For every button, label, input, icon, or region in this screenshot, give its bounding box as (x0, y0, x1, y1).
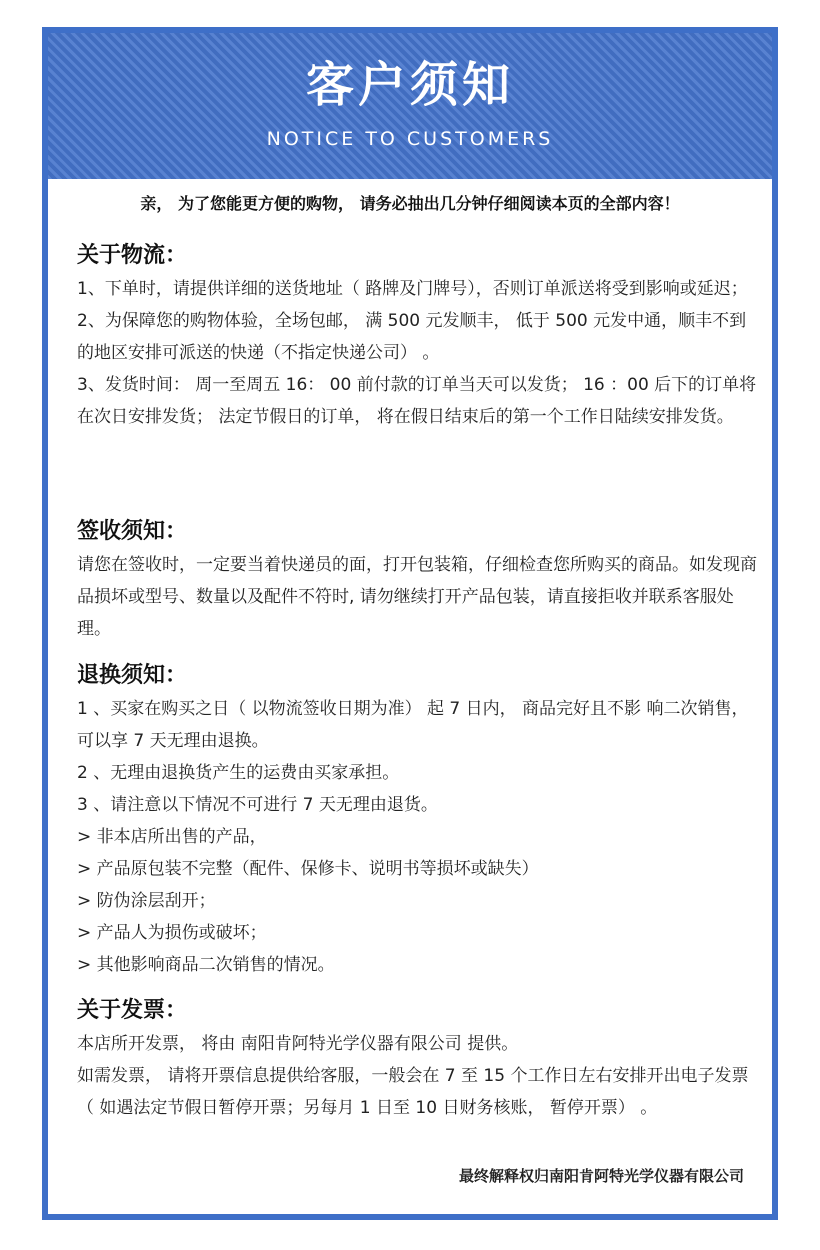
header-banner (48, 33, 772, 179)
list-item: > 其他影响商品二次销售的情况。 (77, 955, 335, 975)
list-item: > 产品人为损伤或破坏； (77, 923, 267, 943)
page-subtitle: NOTICE TO CUSTOMERS (266, 128, 554, 150)
intro-text: 亲， 为了您能更方便的购物， 请务必抽出几分钟仔细阅读本页的全部内容！ (140, 194, 680, 213)
paragraph: 3 、请注意以下情况不可进行 7 天无理由退货。 (77, 795, 438, 815)
section-returns (77, 661, 757, 981)
section-receipt (77, 517, 757, 645)
list-item: > 防伪涂层刮开； (77, 891, 216, 911)
paragraph: 1 、买家在购买之日（ 以物流签收日期为准） 起 7 日内， 商品完好且不影 响二次销售， 可以享 7 天无理由退换。 (77, 699, 749, 751)
list-item: > 产品原包装不完整（配件、保修卡、说明书等损坏或缺失） (77, 859, 539, 879)
paragraph: 2、为保障您的购物体验，全场包邮， 满 500 元发顺丰， 低于 500 元发中通，顺丰不到的地区安排可派送的快递（不指定快递公司） 。 (77, 311, 747, 363)
paragraph: 3、发货时间： 周一至周五 16： 00 前付款的订单当天可以发货； 16 ：00 后下的订单将在次日安排发货； 法定节假日的订单， 将在假日结束后的第一个工作日陆续安排发货。 (77, 375, 757, 427)
paragraph: 1、下单时，请提供详细的送货地址（ 路牌及门牌号），否则订单派送将受到影响或延迟； (77, 279, 748, 299)
page-title: 客户须知 (305, 57, 514, 113)
notice-frame (42, 27, 778, 1220)
section-heading: 关于发票： (77, 998, 188, 1023)
paragraph: 如需发票， 请将开票信息提供给客服，一般会在 7 至 15 个工作日左右安排开出电子发票（ 如遇法定节假日暂停开票；另每月 1 日至 10 日财务核账， 暂停开票） 。 (77, 1066, 749, 1118)
section-logistics (77, 241, 757, 433)
list-item: > 非本店所出售的产品， (77, 827, 267, 847)
paragraph: 请您在签收时，一定要当着快递员的面，打开包装箱，仔细检查您所购买的商品。如发现商品损坏或型号、数量以及配件不符时, 请勿继续打开产品包装，请直接拒收并联系客服处理。 (77, 555, 757, 639)
section-heading: 退换须知： (77, 663, 188, 688)
section-heading: 签收须知： (77, 519, 188, 544)
section-invoice (77, 996, 757, 1124)
paragraph: 本店所开发票， 将由 南阳肯阿特光学仪器有限公司 提供。 (77, 1034, 519, 1054)
paragraph: 2 、无理由退换货产生的运费由买家承担。 (77, 763, 400, 783)
section-heading: 关于物流： (77, 243, 188, 268)
footer-note: 最终解释权归南阳肯阿特光学仪器有限公司 (458, 1167, 744, 1185)
